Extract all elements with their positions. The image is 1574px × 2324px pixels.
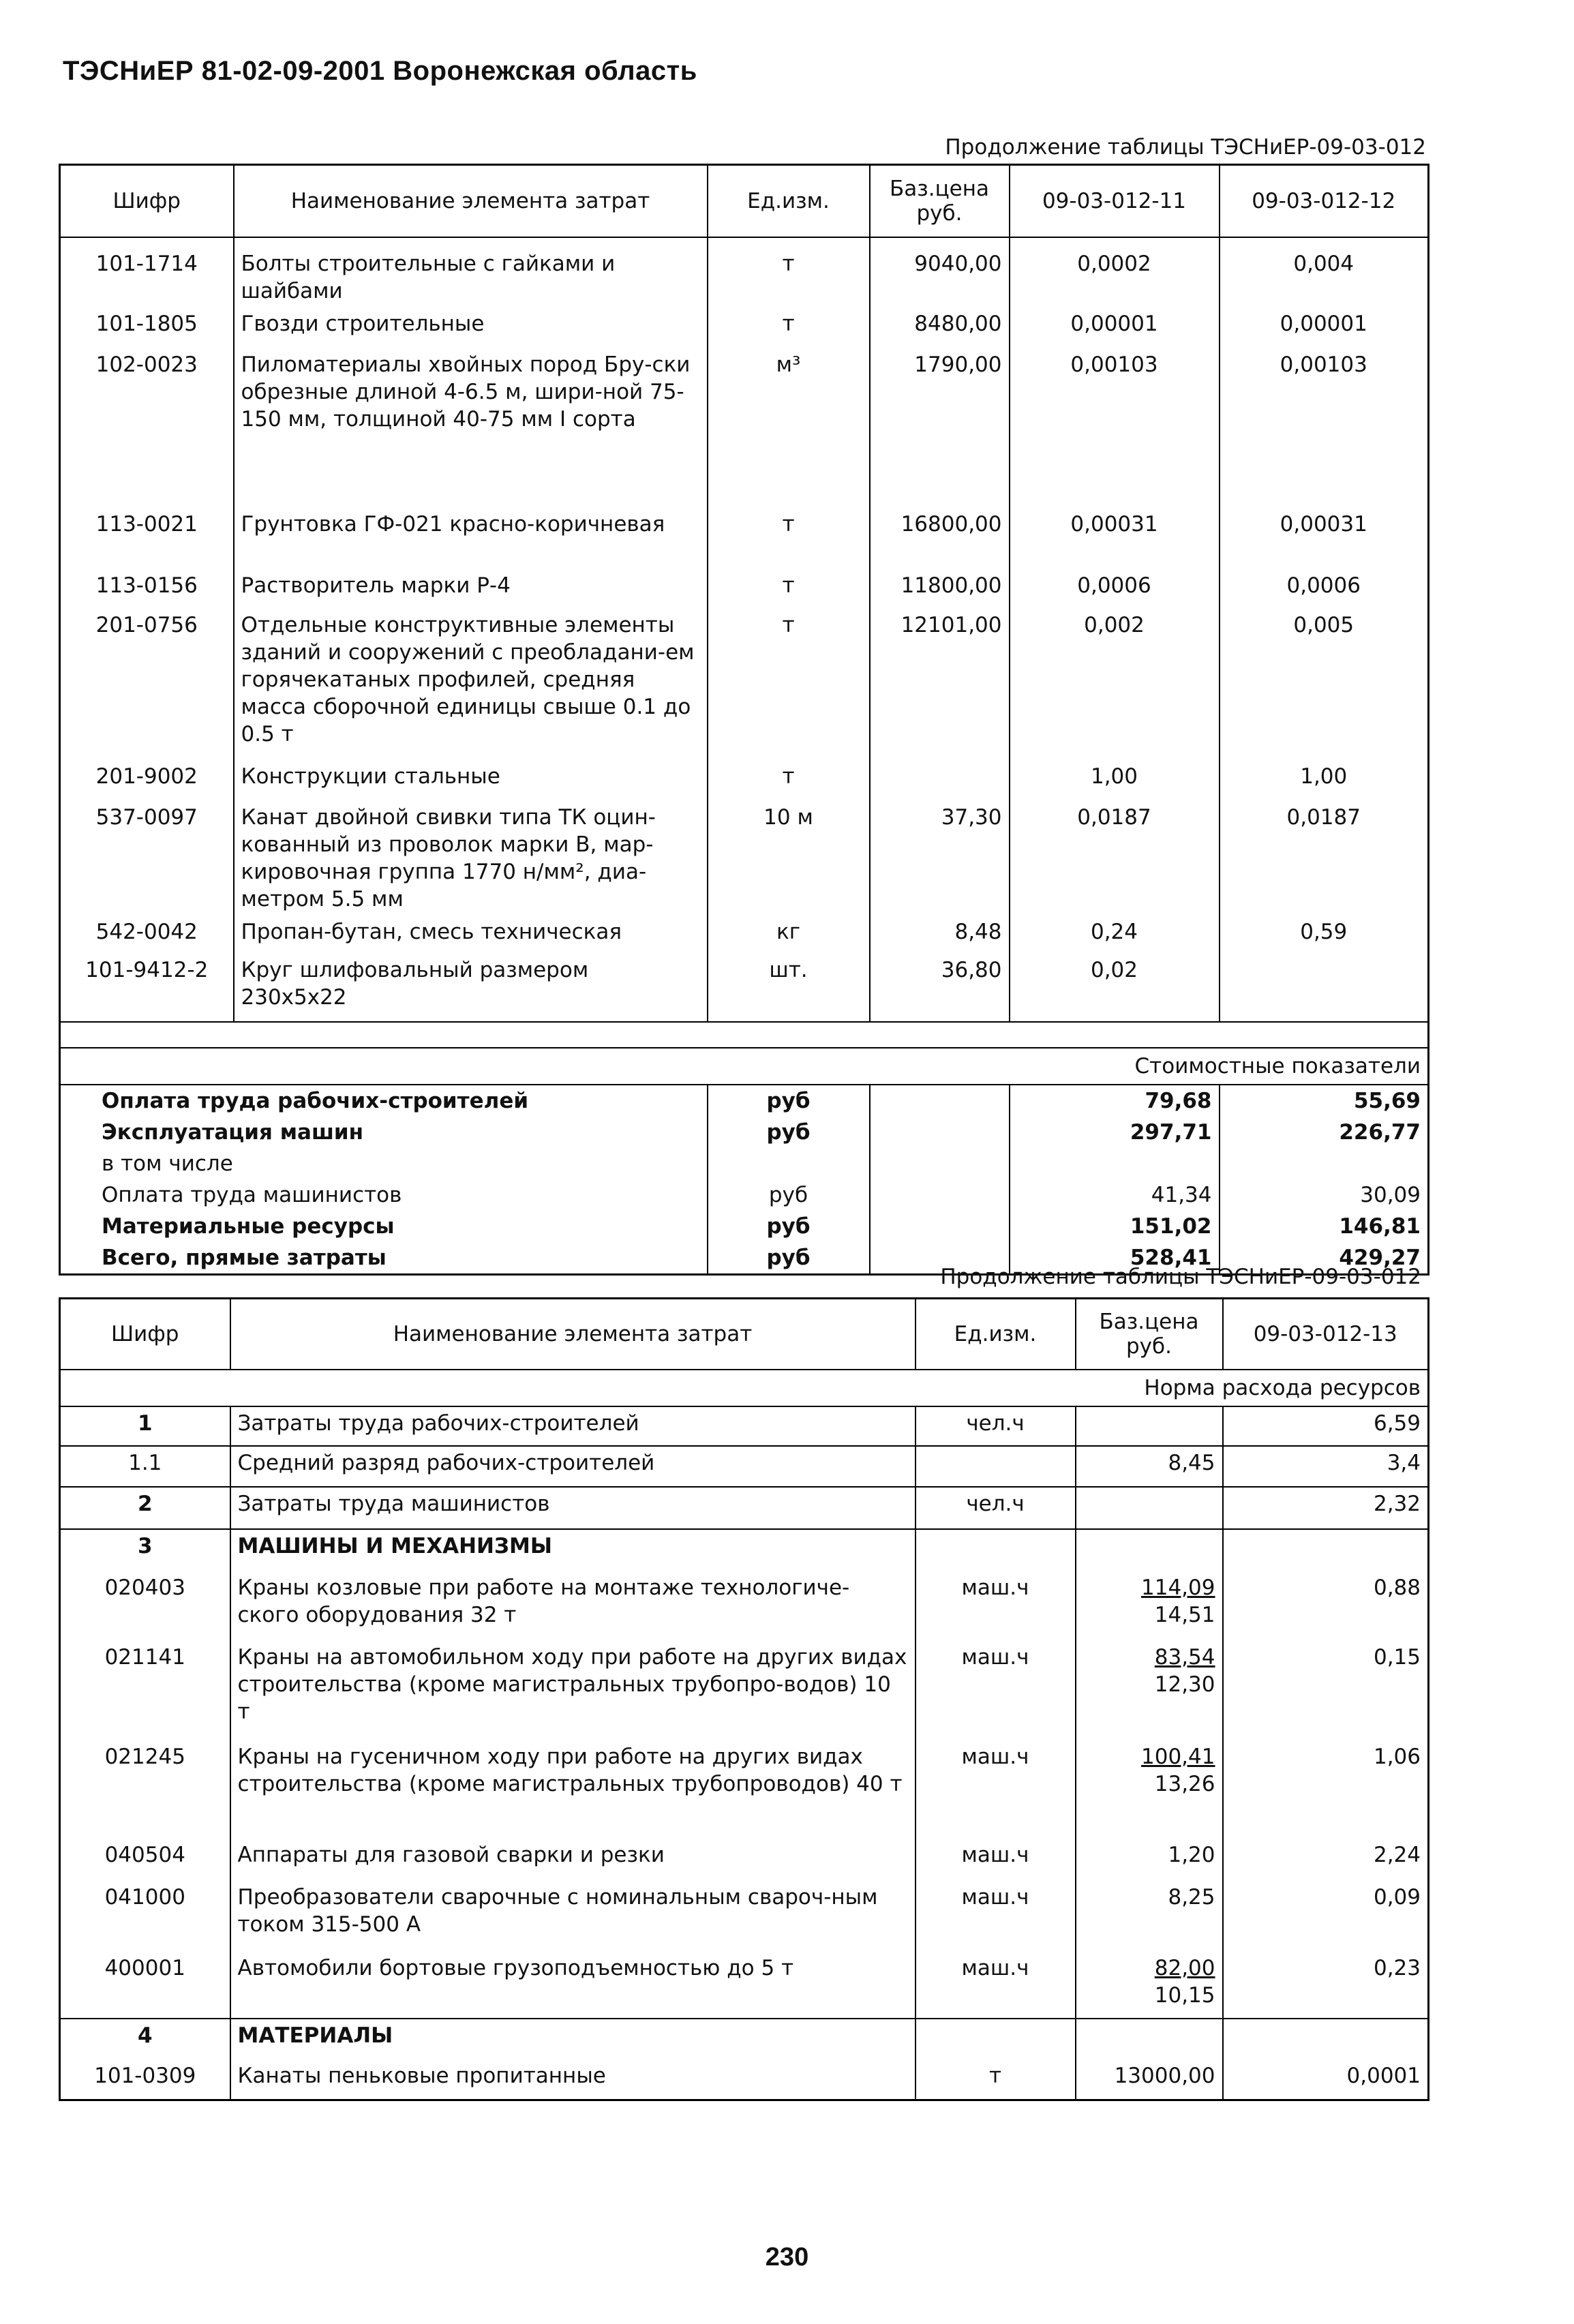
summary-label: Всего, прямые затраты: [60, 1242, 708, 1275]
cell-unit: 10 м: [708, 801, 870, 916]
cell-value-13: 3,4: [1223, 1446, 1429, 1487]
price-machinist-value: 13,26: [1154, 1771, 1215, 1796]
header-code: Шифр: [60, 1299, 230, 1370]
cell-price: [1076, 1529, 1223, 1571]
cell-name: Затраты труда машинистов: [230, 1487, 915, 1529]
summary-row: [60, 1179, 1429, 1211]
cell-name: Аппараты для газовой сварки и резки: [230, 1839, 915, 1881]
cell-name: Канат двойной свивки типа ТК оцин-кованный из проволок марки В, мар-кировочная группа 1770 н/мм², диа-метром 5.5 мм: [234, 801, 708, 916]
cell-name: Грунтовка ГФ-021 красно-коричневая: [234, 508, 708, 569]
cell-value-11: 0,00001: [1010, 307, 1220, 348]
cell-code: 113-0021: [60, 508, 234, 569]
cell-price: [1076, 1487, 1223, 1529]
table1-continuation-note: Продолжение таблицы ТЭСНиЕР-09-03-012: [945, 135, 1426, 160]
cell-price: [1076, 1571, 1223, 1641]
cell-code: 2: [60, 1487, 230, 1529]
cell-unit: маш.ч: [915, 1952, 1076, 2019]
cell-price: 8480,00: [870, 307, 1010, 348]
cell-unit: т: [915, 2059, 1076, 2100]
header-name: Наименование элемента затрат: [234, 165, 708, 237]
cell-code: 041000: [60, 1881, 230, 1952]
summary-empty: [870, 1211, 1010, 1242]
cell-price: [1076, 1641, 1223, 1740]
summary-value-12: 55,69: [1220, 1085, 1429, 1117]
cell-price: [1076, 1406, 1223, 1446]
resource-table-2: [59, 1297, 1429, 2101]
cell-value-12: 0,005: [1220, 609, 1429, 760]
cell-value-11: 1,00: [1010, 760, 1220, 801]
summary-value-12: 429,27: [1220, 1242, 1429, 1275]
spacer-row: [60, 1022, 1429, 1048]
cell-price: [1076, 1446, 1223, 1487]
cell-code: 537-0097: [60, 801, 234, 916]
cell-code: 113-0156: [60, 569, 234, 609]
cell-unit: чел.ч: [915, 1406, 1076, 1446]
summary-value-11: 79,68: [1010, 1085, 1220, 1117]
document-title: ТЭСНиЕР 81-02-09-2001 Воронежская область: [63, 56, 697, 86]
cell-unit: кг: [708, 916, 870, 954]
cell-unit: маш.ч: [915, 1839, 1076, 1881]
table-row: [60, 801, 1429, 916]
cell-code: 101-1714: [60, 237, 234, 307]
cell-value-11: 0,002: [1010, 609, 1220, 760]
price-machinist-value: 12,30: [1154, 1672, 1215, 1697]
cell-code: 101-0309: [60, 2059, 230, 2100]
header-price: Баз.цена руб.: [870, 165, 1010, 237]
cell-unit: т: [708, 508, 870, 569]
table-row: [60, 307, 1429, 348]
cost-banner-row: [60, 1048, 1429, 1085]
cell-value-13: 2,32: [1223, 1487, 1429, 1529]
cell-value-13: 0,15: [1223, 1641, 1429, 1740]
cell-value-11: 0,24: [1010, 916, 1220, 954]
cell-code: 021245: [60, 1740, 230, 1839]
cell-value-12: 0,00001: [1220, 307, 1429, 348]
cell-name: Канаты пеньковые пропитанные: [230, 2059, 915, 2100]
summary-label: Оплата труда машинистов: [60, 1179, 708, 1211]
cell-unit: т: [708, 760, 870, 801]
cell-unit: м³: [708, 348, 870, 508]
table-row: [60, 348, 1429, 508]
summary-value-12: [1220, 1148, 1429, 1179]
summary-label: Оплата труда рабочих-строителей: [60, 1085, 708, 1117]
cell-name: Краны козловые при работе на монтаже технологиче-ского оборудования 32 т: [230, 1571, 915, 1641]
spacer-cell: [60, 1022, 1429, 1048]
cell-value-12: 0,00031: [1220, 508, 1429, 569]
summary-value-12: 30,09: [1220, 1179, 1429, 1211]
cell-price: [1076, 1881, 1223, 1952]
table-row: [60, 1487, 1429, 1529]
cell-name: Пропан-бутан, смесь техническая: [234, 916, 708, 954]
cell-price: [1076, 1740, 1223, 1839]
cell-price: 8,48: [870, 916, 1010, 954]
cell-price: 1790,00: [870, 348, 1010, 508]
cell-name: Автомобили бортовые грузоподъемностью до 5 т: [230, 1952, 915, 2019]
table-row: [60, 508, 1429, 569]
table-row: [60, 760, 1429, 801]
cell-value-11: 0,02: [1010, 954, 1220, 1022]
summary-value-11: 297,71: [1010, 1117, 1220, 1148]
cell-code: 201-9002: [60, 760, 234, 801]
summary-empty: [870, 1085, 1010, 1117]
cell-code: 021141: [60, 1641, 230, 1740]
summary-unit: [708, 1148, 870, 1179]
table-row: [60, 1839, 1429, 1881]
summary-value-12: 226,77: [1220, 1117, 1429, 1148]
cell-name: Преобразователи сварочные с номинальным свароч-ным током 315-500 А: [230, 1881, 915, 1952]
table-row: [60, 1881, 1429, 1952]
cell-price: 11800,00: [870, 569, 1010, 609]
cell-code: 020403: [60, 1571, 230, 1641]
cell-price: 12101,00: [870, 609, 1010, 760]
summary-unit: руб: [708, 1242, 870, 1275]
cell-value-12: 0,004: [1220, 237, 1429, 307]
cell-name: Гвозди строительные: [234, 307, 708, 348]
summary-unit: руб: [708, 1085, 870, 1117]
table-row: [60, 2019, 1429, 2059]
cell-unit: маш.ч: [915, 1641, 1076, 1740]
table-row: [60, 1446, 1429, 1487]
price-value: 1,20: [1168, 1842, 1215, 1867]
cell-unit: т: [708, 237, 870, 307]
cell-code: 201-0756: [60, 609, 234, 760]
table-row: [60, 2059, 1429, 2100]
cell-value-13: [1223, 1529, 1429, 1571]
summary-unit: руб: [708, 1211, 870, 1242]
cell-name: Конструкции стальные: [234, 760, 708, 801]
cell-value-11: 0,0006: [1010, 569, 1220, 609]
cell-unit: чел.ч: [915, 1487, 1076, 1529]
cell-value-12: 0,0006: [1220, 569, 1429, 609]
summary-row: [60, 1211, 1429, 1242]
price-value: 8,25: [1168, 1884, 1215, 1910]
cell-value-12: 1,00: [1220, 760, 1429, 801]
header-code: Шифр: [60, 165, 234, 237]
cell-name: Болты строительные с гайками и шайбами: [234, 237, 708, 307]
cost-banner: Стоимостные показатели: [60, 1048, 1429, 1085]
table-row: [60, 1571, 1429, 1641]
cell-code: 1: [60, 1406, 230, 1446]
cell-value-12: 0,0187: [1220, 801, 1429, 916]
cell-value-11: 0,00031: [1010, 508, 1220, 569]
price-value: 83,54: [1154, 1644, 1215, 1670]
cell-unit: [915, 1529, 1076, 1571]
cell-code: 101-9412-2: [60, 954, 234, 1022]
cell-unit: т: [708, 307, 870, 348]
header-unit: Ед.изм.: [915, 1299, 1076, 1370]
table2-body: [60, 1370, 1429, 2100]
summary-label: Эксплуатация машин: [60, 1117, 708, 1148]
cell-name: МАТЕРИАЛЫ: [230, 2019, 915, 2059]
cell-price: [1076, 1952, 1223, 2019]
table-row: [60, 954, 1429, 1022]
header-name: Наименование элемента затрат: [230, 1299, 915, 1370]
summary-value-11: 151,02: [1010, 1211, 1220, 1242]
cell-code: 400001: [60, 1952, 230, 2019]
table-row: [60, 1641, 1429, 1740]
cell-unit: маш.ч: [915, 1881, 1076, 1952]
table-row: [60, 569, 1429, 609]
summary-value-12: 146,81: [1220, 1211, 1429, 1242]
header-col-12: 09-03-012-12: [1220, 165, 1429, 237]
cell-name: Пиломатериалы хвойных пород Бру-ски обрезные длиной 4-6.5 м, шири-ной 75-150 мм, толщиной 40-75 мм I сорта: [234, 348, 708, 508]
cell-code: 3: [60, 1529, 230, 1571]
price-value: 100,41: [1141, 1744, 1215, 1769]
cell-value-11: 0,0187: [1010, 801, 1220, 916]
summary-empty: [870, 1148, 1010, 1179]
summary-empty: [870, 1117, 1010, 1148]
cell-value-13: [1223, 2019, 1429, 2059]
price-value: 114,09: [1141, 1575, 1215, 1600]
price-value: 13000,00: [1114, 2063, 1215, 2088]
summary-value-11: 41,34: [1010, 1179, 1220, 1211]
cell-name: Растворитель марки Р-4: [234, 569, 708, 609]
summary-row: [60, 1117, 1429, 1148]
cell-price: 9040,00: [870, 237, 1010, 307]
summary-value-11: 528,41: [1010, 1242, 1220, 1275]
summary-label: в том числе: [60, 1148, 708, 1179]
summary-label: Материальные ресурсы: [60, 1211, 708, 1242]
table-row: [60, 1952, 1429, 2019]
header-price: Баз.цена руб.: [1076, 1299, 1223, 1370]
cell-code: 1.1: [60, 1446, 230, 1487]
summary-empty: [870, 1179, 1010, 1211]
summary-value-11: [1010, 1148, 1220, 1179]
price-value: 8,45: [1168, 1450, 1215, 1475]
cell-price: 36,80: [870, 954, 1010, 1022]
cell-unit: [915, 1446, 1076, 1487]
cell-code: 542-0042: [60, 916, 234, 954]
table1-body: [60, 237, 1429, 1275]
cell-value-12: 0,00103: [1220, 348, 1429, 508]
cell-value-13: 0,88: [1223, 1571, 1429, 1641]
norm-banner-row: [60, 1370, 1429, 1406]
cell-price: 37,30: [870, 801, 1010, 916]
cell-code: 040504: [60, 1839, 230, 1881]
summary-row: [60, 1148, 1429, 1179]
cell-price: [1076, 1839, 1223, 1881]
cell-unit: маш.ч: [915, 1740, 1076, 1839]
header-col-13: 09-03-012-13: [1223, 1299, 1429, 1370]
cell-value-13: 0,09: [1223, 1881, 1429, 1952]
summary-unit: руб: [708, 1117, 870, 1148]
table-row: [60, 237, 1429, 307]
cell-value-12: [1220, 954, 1429, 1022]
cell-name: Средний разряд рабочих-строителей: [230, 1446, 915, 1487]
page-number: 230: [765, 2243, 809, 2272]
cell-value-11: 0,00103: [1010, 348, 1220, 508]
cell-name: Затраты труда рабочих-строителей: [230, 1406, 915, 1446]
norm-banner: Норма расхода ресурсов: [60, 1370, 1429, 1406]
cell-value-13: 0,0001: [1223, 2059, 1429, 2100]
table2-continuation-note: Продолжение таблицы ТЭСНиЕР-09-03-012: [940, 1265, 1421, 1289]
header-col-11: 09-03-012-11: [1010, 165, 1220, 237]
cell-code: 4: [60, 2019, 230, 2059]
cell-unit: шт.: [708, 954, 870, 1022]
cell-unit: маш.ч: [915, 1571, 1076, 1641]
cell-value-13: 6,59: [1223, 1406, 1429, 1446]
cell-price: [1076, 2019, 1223, 2059]
cell-name: Отдельные конструктивные элементы зданий и сооружений с преобладани-ем горячекатаных профилей, средняя масса сборочной единицы свыше 0.1 до 0.5 т: [234, 609, 708, 760]
summary-row: [60, 1085, 1429, 1117]
table-row: [60, 916, 1429, 954]
cell-name: Круг шлифовальный размером 230x5x22: [234, 954, 708, 1022]
table-row: [60, 1740, 1429, 1839]
cell-unit: т: [708, 569, 870, 609]
cell-code: 101-1805: [60, 307, 234, 348]
cell-price: [1076, 2059, 1223, 2100]
resource-table-1: [59, 164, 1429, 1276]
summary-unit: руб: [708, 1179, 870, 1211]
cell-name: МАШИНЫ И МЕХАНИЗМЫ: [230, 1529, 915, 1571]
price-machinist-value: 14,51: [1154, 1602, 1215, 1627]
cell-price: 16800,00: [870, 508, 1010, 569]
price-value: 82,00: [1154, 1955, 1215, 1980]
header-unit: Ед.изм.: [708, 165, 870, 237]
cell-unit: [915, 2019, 1076, 2059]
table-row: [60, 1529, 1429, 1571]
cell-value-12: 0,59: [1220, 916, 1429, 954]
cell-name: Краны на гусеничном ходу при работе на других видах строительства (кроме магистральных трубопроводов) 40 т: [230, 1740, 915, 1839]
cell-value-13: 2,24: [1223, 1839, 1429, 1881]
cell-value-13: 1,06: [1223, 1740, 1429, 1839]
table-row: [60, 1406, 1429, 1446]
cell-value-13: 0,23: [1223, 1952, 1429, 2019]
cell-code: 102-0023: [60, 348, 234, 508]
cell-price: [870, 760, 1010, 801]
cell-unit: т: [708, 609, 870, 760]
cell-name: Краны на автомобильном ходу при работе на других видах строительства (кроме магистральных трубопро-водов) 10 т: [230, 1641, 915, 1740]
cell-value-11: 0,0002: [1010, 237, 1220, 307]
price-machinist-value: 10,15: [1154, 1982, 1215, 2008]
table-row: [60, 609, 1429, 760]
